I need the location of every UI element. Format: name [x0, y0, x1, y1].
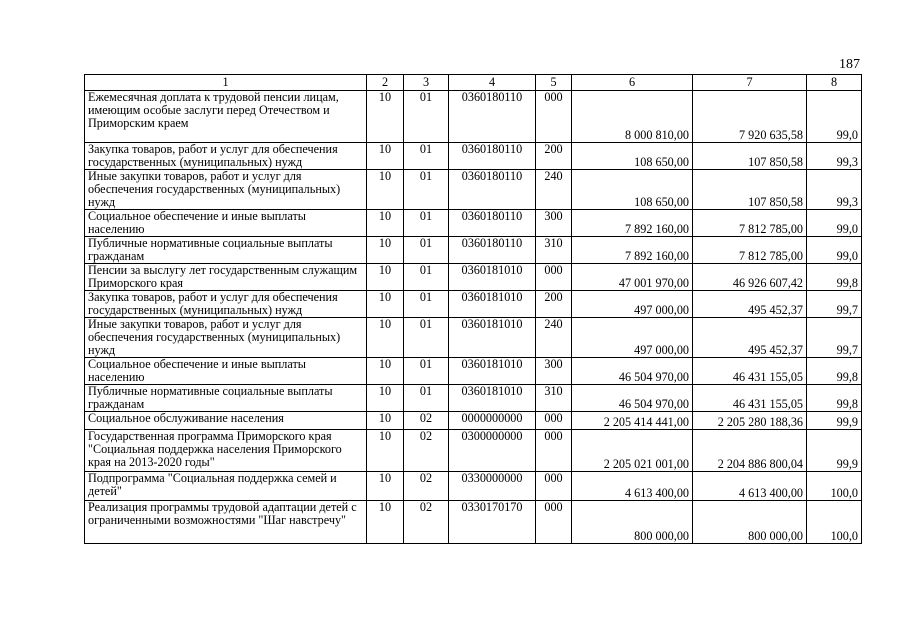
table-row: [85, 318, 862, 358]
table-row: [85, 143, 862, 170]
row-value-cell: 10: [367, 385, 404, 412]
row-value-cell: 02: [404, 412, 449, 430]
row-name-cell: Закупка товаров, работ и услуг для обеспечения государственных (муниципальных) нужд: [85, 291, 367, 318]
column-header: 6: [572, 75, 693, 91]
row-value-cell: 99,8: [807, 264, 862, 291]
row-value-cell: 0360180110: [449, 170, 536, 210]
row-value-cell: 0360181010: [449, 318, 536, 358]
row-value-cell: 10: [367, 91, 404, 143]
row-value-cell: 99,7: [807, 318, 862, 358]
table-row: [85, 412, 862, 430]
row-value-cell: 7 892 160,00: [572, 210, 693, 237]
row-value-cell: 000: [536, 264, 572, 291]
row-value-cell: 10: [367, 291, 404, 318]
row-value-cell: 01: [404, 291, 449, 318]
table-row: [85, 472, 862, 501]
row-value-cell: 10: [367, 318, 404, 358]
row-value-cell: 01: [404, 385, 449, 412]
row-value-cell: 46 504 970,00: [572, 385, 693, 412]
table-row: [85, 237, 862, 264]
table-row: [85, 264, 862, 291]
table-row: [85, 210, 862, 237]
row-value-cell: 10: [367, 237, 404, 264]
row-value-cell: 0000000000: [449, 412, 536, 430]
row-value-cell: 0360180110: [449, 91, 536, 143]
row-value-cell: 495 452,37: [693, 318, 807, 358]
row-value-cell: 8 000 810,00: [572, 91, 693, 143]
row-name-cell: Публичные нормативные социальные выплаты гражданам: [85, 237, 367, 264]
table-row: [85, 358, 862, 385]
row-value-cell: 100,0: [807, 472, 862, 501]
row-value-cell: 0360181010: [449, 291, 536, 318]
row-value-cell: 495 452,37: [693, 291, 807, 318]
row-value-cell: 2 205 280 188,36: [693, 412, 807, 430]
row-value-cell: 108 650,00: [572, 143, 693, 170]
column-header: 4: [449, 75, 536, 91]
row-value-cell: 200: [536, 143, 572, 170]
row-value-cell: 300: [536, 358, 572, 385]
row-value-cell: 02: [404, 472, 449, 501]
row-value-cell: 7 920 635,58: [693, 91, 807, 143]
row-value-cell: 01: [404, 210, 449, 237]
row-value-cell: 10: [367, 358, 404, 385]
row-value-cell: 497 000,00: [572, 318, 693, 358]
table-row: [85, 501, 862, 544]
row-value-cell: 200: [536, 291, 572, 318]
row-value-cell: 800 000,00: [693, 501, 807, 544]
row-value-cell: 0330170170: [449, 501, 536, 544]
row-value-cell: 310: [536, 237, 572, 264]
row-value-cell: 0360181010: [449, 385, 536, 412]
budget-table: [84, 74, 862, 544]
row-value-cell: 4 613 400,00: [572, 472, 693, 501]
row-value-cell: 10: [367, 210, 404, 237]
row-value-cell: 99,8: [807, 358, 862, 385]
row-value-cell: 7 812 785,00: [693, 210, 807, 237]
row-value-cell: 0360181010: [449, 358, 536, 385]
row-value-cell: 0360180110: [449, 143, 536, 170]
row-value-cell: 01: [404, 143, 449, 170]
row-name-cell: Социальное обслуживание населения: [85, 412, 367, 430]
row-value-cell: 2 205 021 001,00: [572, 430, 693, 472]
row-value-cell: 000: [536, 430, 572, 472]
row-value-cell: 108 650,00: [572, 170, 693, 210]
page-number: 187: [839, 57, 860, 72]
row-value-cell: 4 613 400,00: [693, 472, 807, 501]
row-value-cell: 10: [367, 412, 404, 430]
row-value-cell: 000: [536, 501, 572, 544]
row-name-cell: Публичные нормативные социальные выплаты гражданам: [85, 385, 367, 412]
row-value-cell: 01: [404, 264, 449, 291]
row-name-cell: Государственная программа Приморского края "Социальная поддержка населения Приморского края на 2013-2020 годы": [85, 430, 367, 472]
row-value-cell: 99,0: [807, 210, 862, 237]
row-name-cell: Социальное обеспечение и иные выплаты населению: [85, 358, 367, 385]
table-row: [85, 385, 862, 412]
row-value-cell: 000: [536, 91, 572, 143]
row-name-cell: Реализация программы трудовой адаптации детей с ограниченными возможностями "Шаг навстречу": [85, 501, 367, 544]
row-value-cell: 99,8: [807, 385, 862, 412]
row-value-cell: 107 850,58: [693, 170, 807, 210]
row-value-cell: 01: [404, 170, 449, 210]
column-header: 7: [693, 75, 807, 91]
row-value-cell: 10: [367, 264, 404, 291]
row-value-cell: 107 850,58: [693, 143, 807, 170]
row-value-cell: 0330000000: [449, 472, 536, 501]
row-value-cell: 99,9: [807, 430, 862, 472]
table-row: [85, 430, 862, 472]
row-value-cell: 01: [404, 358, 449, 385]
row-value-cell: 01: [404, 237, 449, 264]
row-value-cell: 02: [404, 501, 449, 544]
row-name-cell: Иные закупки товаров, работ и услуг для обеспечения государственных (муниципальных) нужд: [85, 170, 367, 210]
row-value-cell: 2 205 414 441,00: [572, 412, 693, 430]
column-header: 1: [85, 75, 367, 91]
row-value-cell: 7 812 785,00: [693, 237, 807, 264]
row-value-cell: 100,0: [807, 501, 862, 544]
row-name-cell: Пенсии за выслугу лет государственным служащим Приморского края: [85, 264, 367, 291]
row-value-cell: 2 204 886 800,04: [693, 430, 807, 472]
row-value-cell: 46 504 970,00: [572, 358, 693, 385]
row-value-cell: 46 431 155,05: [693, 385, 807, 412]
row-value-cell: 10: [367, 430, 404, 472]
row-value-cell: 0300000000: [449, 430, 536, 472]
row-value-cell: 99,3: [807, 143, 862, 170]
column-header: 5: [536, 75, 572, 91]
row-name-cell: Ежемесячная доплата к трудовой пенсии лицам, имеющим особые заслуги перед Отечеством и Приморским краем: [85, 91, 367, 143]
row-value-cell: 240: [536, 318, 572, 358]
row-value-cell: 10: [367, 143, 404, 170]
row-value-cell: 0360180110: [449, 237, 536, 264]
row-value-cell: 99,7: [807, 291, 862, 318]
row-value-cell: 0360180110: [449, 210, 536, 237]
row-value-cell: 0360181010: [449, 264, 536, 291]
row-value-cell: 47 001 970,00: [572, 264, 693, 291]
table-body: [85, 91, 862, 544]
row-value-cell: 46 926 607,42: [693, 264, 807, 291]
row-value-cell: 99,0: [807, 237, 862, 264]
row-name-cell: Подпрограмма "Социальная поддержка семей и детей": [85, 472, 367, 501]
table-row: [85, 170, 862, 210]
row-value-cell: 01: [404, 318, 449, 358]
column-header: 2: [367, 75, 404, 91]
row-name-cell: Иные закупки товаров, работ и услуг для обеспечения государственных (муниципальных) нужд: [85, 318, 367, 358]
table-header-row: [85, 75, 862, 91]
row-value-cell: 240: [536, 170, 572, 210]
row-value-cell: 310: [536, 385, 572, 412]
row-value-cell: 99,9: [807, 412, 862, 430]
row-value-cell: 46 431 155,05: [693, 358, 807, 385]
column-header: 3: [404, 75, 449, 91]
row-value-cell: 01: [404, 91, 449, 143]
row-value-cell: 10: [367, 472, 404, 501]
row-value-cell: 99,3: [807, 170, 862, 210]
row-value-cell: 10: [367, 501, 404, 544]
row-value-cell: 300: [536, 210, 572, 237]
row-value-cell: 99,0: [807, 91, 862, 143]
row-value-cell: 000: [536, 412, 572, 430]
row-name-cell: Закупка товаров, работ и услуг для обеспечения государственных (муниципальных) нужд: [85, 143, 367, 170]
row-value-cell: 800 000,00: [572, 501, 693, 544]
row-name-cell: Социальное обеспечение и иные выплаты населению: [85, 210, 367, 237]
row-value-cell: 02: [404, 430, 449, 472]
table-row: [85, 291, 862, 318]
row-value-cell: 7 892 160,00: [572, 237, 693, 264]
row-value-cell: 10: [367, 170, 404, 210]
column-header: 8: [807, 75, 862, 91]
row-value-cell: 497 000,00: [572, 291, 693, 318]
table-row: [85, 91, 862, 143]
row-value-cell: 000: [536, 472, 572, 501]
